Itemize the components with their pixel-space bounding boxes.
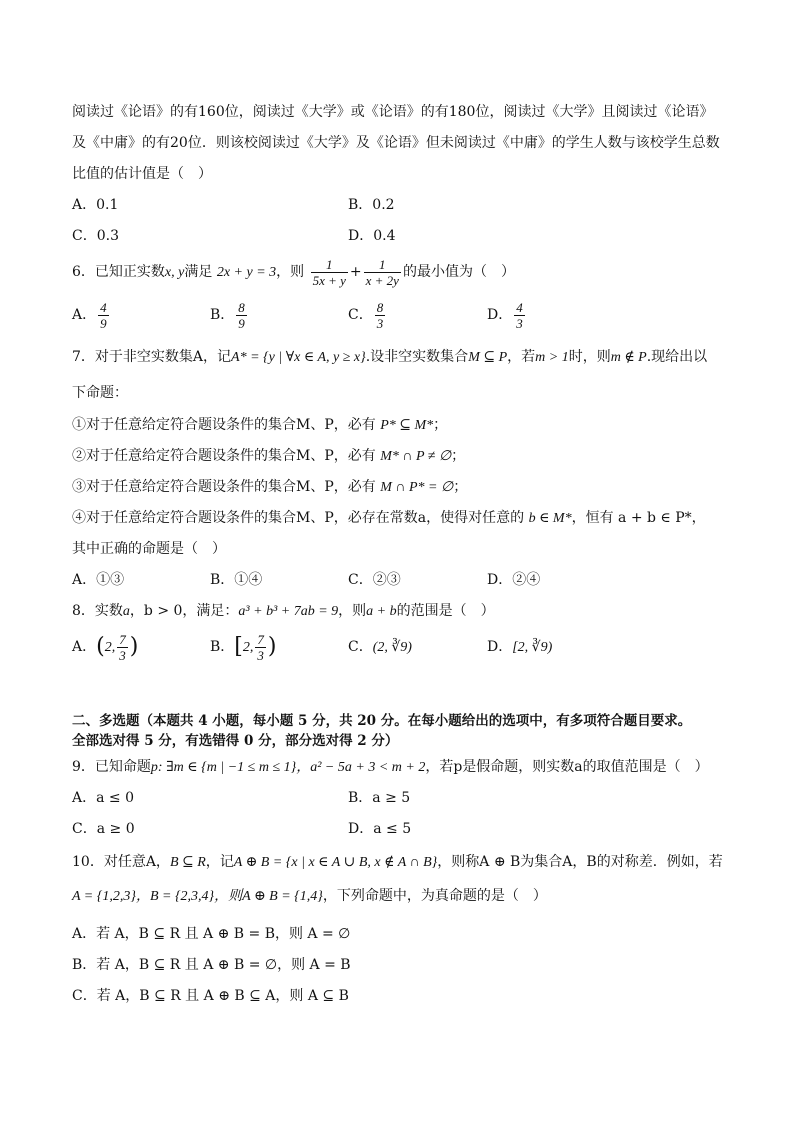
q8-option-a: A．(2, $\frac{7}{3}$ ) [72,631,139,663]
q5-text-line3: 比值的估计值是（ ） [72,166,212,182]
q7-item-3: ③对于任意给定符合题设条件的集合M、P，必有 M ∩ P* = ∅； [72,479,468,495]
q8-stem: 8．实数a，b > 0，满足：a³ + b³ + 7ab = 9，则a + b的范围是（ ） [72,603,495,619]
q6-prefix: 6．已知正实数 [72,264,165,280]
q6-frac2: $\frac{1}{x + 2y}$ [365,256,399,288]
q6-vars: x, y [164,265,185,280]
q5-text-line1: 阅读过《论语》的有160位，阅读过《大学》或《论语》的有180位，阅读过《大学》且阅读过《论语》 [72,104,714,120]
q7-ask: 其中正确的命题是（ ） [72,541,226,557]
section2-heading-line1: 二、多选题（本题共 4 小题，每小题 5 分，共 20 分。在每小题给出的选项中，有多项符合题目要求。 [72,713,692,729]
section2-heading-line2: 全部选对得 5 分，有选错得 0 分，部分选对得 2 分） [72,733,399,749]
q6-option-c: C． $\frac{8}{3}$ [348,299,384,331]
q9-option-a: A．a ≤ 0 [72,790,134,806]
q8-option-b: B．[2, $\frac{7}{3}$ ) [210,631,277,663]
q10-stem-line2: A = {1,2,3}，B = {2,3,4}，则A ⊕ B = {1,4}，下列命题中，为真命题的是（ ） [72,888,547,904]
q9-option-b: B．a ≥ 5 [348,790,411,806]
q8-option-c: C．(2, ∛9) [348,639,412,655]
q5-option-d: D．0.4 [348,228,396,244]
q6-option-d: D． $\frac{4}{3}$ [487,299,523,331]
q6-then: ，则 [276,264,305,280]
q6-plus: + [349,264,362,280]
q6-frac1: $\frac{1}{5x + y}$ [312,256,346,288]
q5-option-c: C．0.3 [72,228,119,244]
q7-option-b: B．①④ [210,572,263,588]
q7-stem-line2: 下命题： [72,385,128,401]
q9-option-d: D．a ≤ 5 [348,821,412,837]
q7-option-a: A．①③ [72,572,125,588]
q9-stem: 9．已知命题p: ∃m ∈ {m | −1 ≤ m ≤ 1}，a² − 5a + 3 < m + 2，若p是假命题，则实数a的取值范围是（ ） [72,759,709,775]
q7-option-c: C．②③ [348,572,401,588]
q10-stem-line1: 10．对任意A，B ⊆ R，记A ⊕ B = {x | x ∈ A ∪ B, x ∉ A ∩ B}，则称A ⊕ B为集合A，B的对称差．例如，若 [72,854,723,870]
q5-option-a: A．0.1 [72,197,119,213]
q6-option-a: A． $\frac{4}{9}$ [72,299,107,331]
q7-item-4: ④对于任意给定符合题设条件的集合M、P，必存在常数a，使得对任意的 b ∈ M*，恒有 a + b ∈ P*， [72,510,706,526]
q7-item-1: ①对于任意给定符合题设条件的集合M、P，必有 P* ⊆ M*； [72,417,448,433]
q5-text-line2: 及《中庸》的有20位．则该校阅读过《大学》及《论语》但未阅读过《中庸》的学生人数与该校学生总数 [72,135,720,151]
q10-option-c: C．若 A，B ⊆ R 且 A ⊕ B ⊆ A，则 A ⊆ B [72,988,349,1004]
q10-option-b: B．若 A，B ⊆ R 且 A ⊕ B = ∅，则 A = B [72,957,351,973]
q7-stem-line1: 7．对于非空实数集A，记A* = {y | ∀x ∈ A, y ≥ x}.设非空实数集合M ⊆ P，若m > 1时，则m ∉ P.现给出以 [72,349,708,365]
q6-suffix: 的最小值为（ ） [402,264,515,280]
q10-option-a: A．若 A，B ⊆ R 且 A ⊕ B = B，则 A = ∅ [72,926,351,942]
q7-item-2: ②对于任意给定符合题设条件的集合M、P，必有 M* ∩ P ≠ ∅； [72,448,466,464]
q6-cond-label: 满足 [184,264,213,280]
q7-option-d: D．②④ [487,572,541,588]
q6-option-b: B． $\frac{8}{9}$ [210,299,245,331]
q6-stem [72,254,515,291]
q8-option-d: D．[2, ∛9) [487,639,553,655]
q6-cond: 2x + y = 3 [216,265,277,280]
q9-option-c: C．a ≥ 0 [72,821,135,837]
q5-option-b: B．0.2 [348,197,395,213]
